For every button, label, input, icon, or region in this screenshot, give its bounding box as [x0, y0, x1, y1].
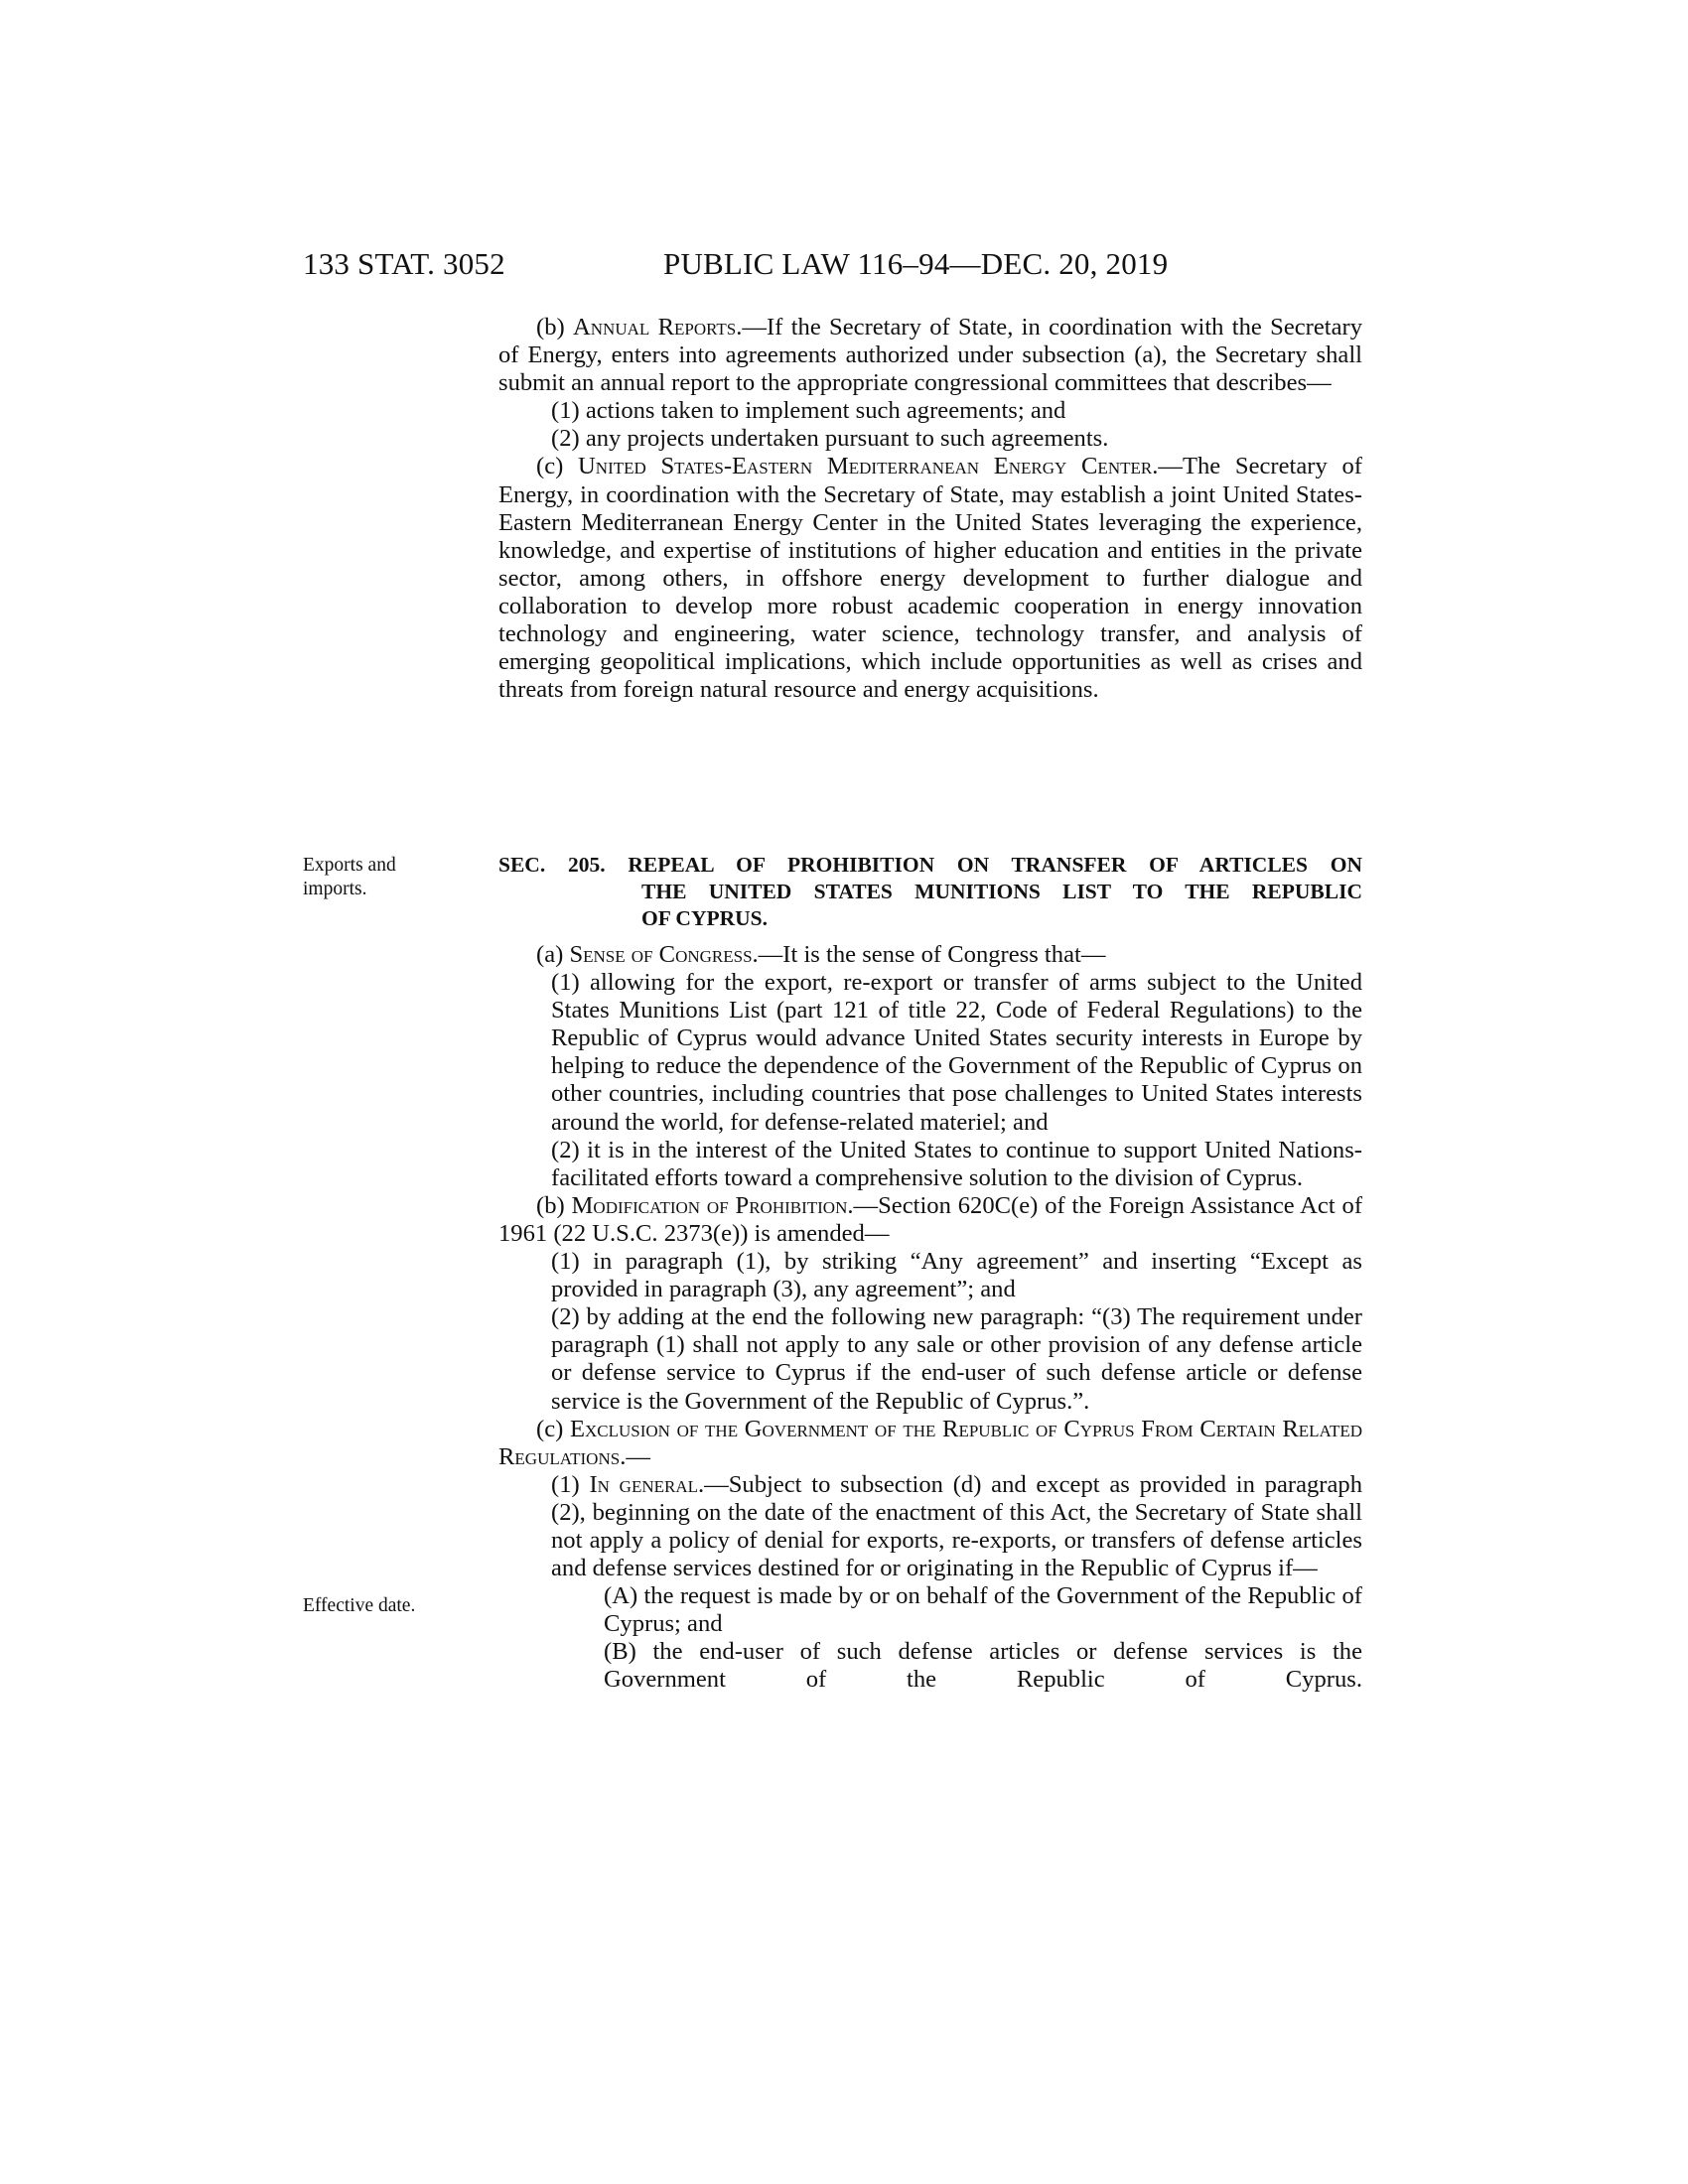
stat-page-number: 133 STAT. 3052 — [303, 246, 505, 281]
running-header: PUBLIC LAW 116–94—DEC. 20, 2019 — [663, 246, 1169, 281]
section-205-heading — [498, 852, 1362, 932]
subsection-c-energy-center: (c) United States-Eastern Mediterranean Energy Center.—The Secretary of Energy, in coordination with the Secretary of State, may establish a joint United States-Eastern Mediterranean Energy Center in the United States leveraging the experience, knowledge, and expertise of institutions of higher education and entities in the private sector, among others, in offshore energy development to further dialogue and collaboration to develop more robust academic cooperation in energy innovation technology and engineering, water science, technology transfer, and analysis of emerging geopolitical implications, which include opportunities as well as crises and threats from foreign natural resource and energy acquisitions. — [498, 453, 1362, 704]
subsection-a-sense-of-congress: (a) Sense of Congress.—It is the sense of Congress that— — [536, 941, 1106, 968]
continued-section-text — [498, 314, 1362, 704]
paragraph-c1: (1) In general.—Subject to subsection (d) and except as provided in paragraph (2), beginning on the date of the enactment of this Act, the Secretary of State shall not apply a policy of denial for exports, re-exports, or transfers of defense articles and defense services destined for or originating in the Republic of Cyprus if— — [551, 1470, 1362, 1582]
paragraph-b1: (1) in paragraph (1), by striking “Any agreement” and inserting “Except as provided in paragraph (3), any agreement”; and — [551, 1248, 1362, 1303]
margin-note-exports: Exports and imports. — [303, 855, 396, 899]
subparagraph-c1B: (B) the end-user of such defense articles or defense services is the Government of the Republic of Cyprus. — [604, 1638, 1362, 1694]
subsection-heading: United States-Eastern Mediterranean Energy Center — [578, 453, 1153, 480]
subsection-heading: Modification of Prohibition — [571, 1191, 848, 1219]
subsection-c-exclusion: (c) Exclusion of the Government of the Republic of Cyprus From Certain Related Regulations.— — [498, 1415, 1362, 1470]
paragraph-b2: (2) any projects undertaken pursuant to such agreements. — [551, 425, 1109, 453]
section-205-text — [498, 941, 1362, 1695]
section-heading-line: THE UNITED STATES MUNITIONS LIST TO THE REPUBLIC — [641, 880, 1362, 903]
paragraph-a1: (1) allowing for the export, re-export or transfer of arms subject to the United States Munitions List (part 121 of title 22, Code of Federal Regulations) to the Republic of Cyprus would advance United States security interests in Europe by helping to reduce the dependence of the Government of the Republic of Cyprus on other countries, including countries that pose challenges to United States interests around the world, for defense-related materiel; and — [551, 969, 1362, 1136]
paragraph-a2: (2) it is in the interest of the United States to continue to support United Nations-facilitated efforts toward a comprehensive solution to the division of Cyprus. — [551, 1136, 1362, 1191]
paragraph-heading: In general — [589, 1470, 698, 1498]
subsection-b-annual-reports: (b) Annual Reports.—If the Secretary of State, in coordination with the Secretary of Energy, enters into agreements authorized under subsection (a), the Secretary shall submit an annual report to the appropriate congressional committees that describes— — [498, 314, 1363, 397]
margin-note-effective-date: Effective date. — [303, 1595, 416, 1616]
paragraph-b1: (1) actions taken to implement such agreements; and — [551, 397, 1066, 425]
paragraph-b2: (2) by adding at the end the following new paragraph: “(3) The requirement under paragraph (1) shall not apply to any sale or other provision of any defense article or defense service to Cyprus if the end-user of such defense article or defense service is the Government of the Republic of Cyprus.”. — [551, 1303, 1362, 1415]
section-heading-line: SEC. 205. REPEAL OF PROHIBITION ON TRANSFER OF ARTICLES ON — [498, 853, 1362, 877]
subsection-b-modification: (b) Modification of Prohibition.—Section 620C(e) of the Foreign Assistance Act of 1961 (22 U.S.C. 2373(e)) is amended— — [498, 1191, 1363, 1247]
subsection-heading: Sense of Congress — [569, 941, 753, 968]
subsection-heading: Exclusion of the Government of the Republic of Cyprus From Certain Related Regulations — [498, 1415, 1362, 1470]
section-heading-line: OF CYPRUS. — [641, 906, 769, 930]
subparagraph-c1A: (A) the request is made by or on behalf of the Government of the Republic of Cyprus; and — [604, 1582, 1362, 1638]
subsection-heading: Annual Reports — [573, 314, 737, 341]
